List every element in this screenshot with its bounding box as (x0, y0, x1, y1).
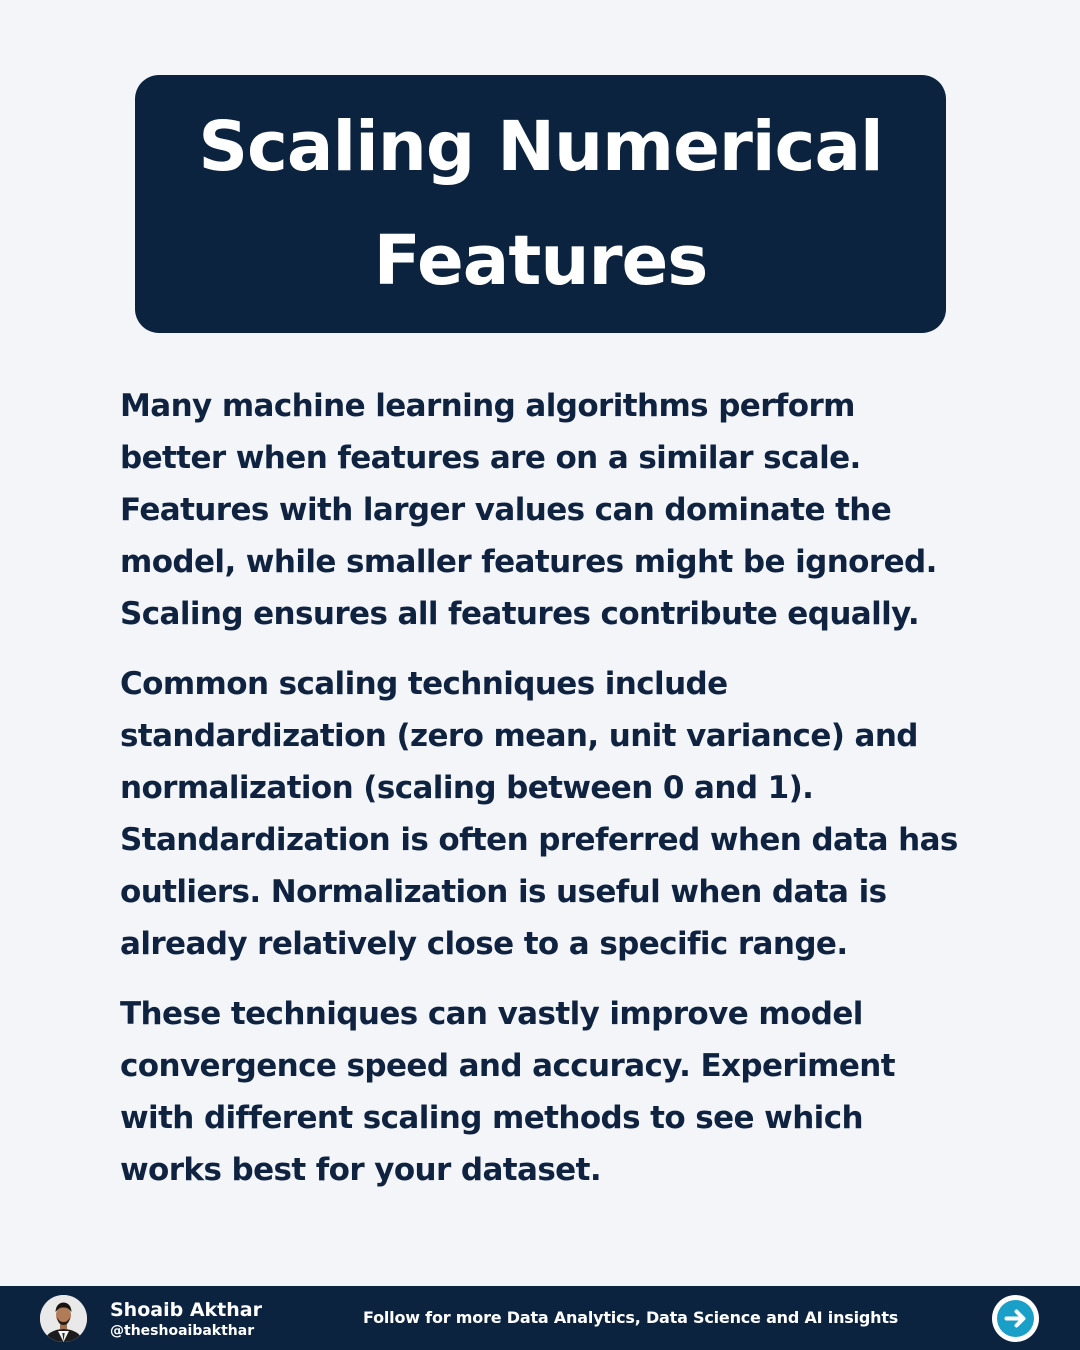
author-handle[interactable]: @theshoaibakthar (110, 1323, 255, 1339)
follow-cta-text: Follow for more Data Analytics, Data Science and AI insights (363, 1308, 899, 1327)
avatar[interactable] (40, 1295, 87, 1342)
person-avatar-icon (40, 1295, 87, 1342)
paragraph-conclusion: These techniques can vastly improve model convergence speed and accuracy. Experiment with different scaling methods to see which works best for your dataset. (120, 996, 895, 1188)
paragraph-techniques: Common scaling techniques include standardization (zero mean, unit variance) and normalization (scaling between 0 and 1). Standardization is often preferred when data has outliers. Normalization is useful when data is already relatively close to a specific range. (120, 666, 958, 962)
arrow-right-circle-icon (992, 1295, 1039, 1342)
body-text (120, 380, 965, 1214)
paragraph-intro: Many machine learning algorithms perform better when features are on a similar scale. Features with larger values can dominate the model, while smaller features might be ignored. Scaling ensures all features contribute equally. (120, 388, 937, 632)
next-button[interactable] (992, 1295, 1039, 1342)
author-name[interactable]: Shoaib Akthar (110, 1299, 262, 1321)
title-card (135, 75, 946, 333)
footer-bar (0, 1286, 1080, 1350)
page-title: Scaling Numerical Features (198, 107, 883, 301)
